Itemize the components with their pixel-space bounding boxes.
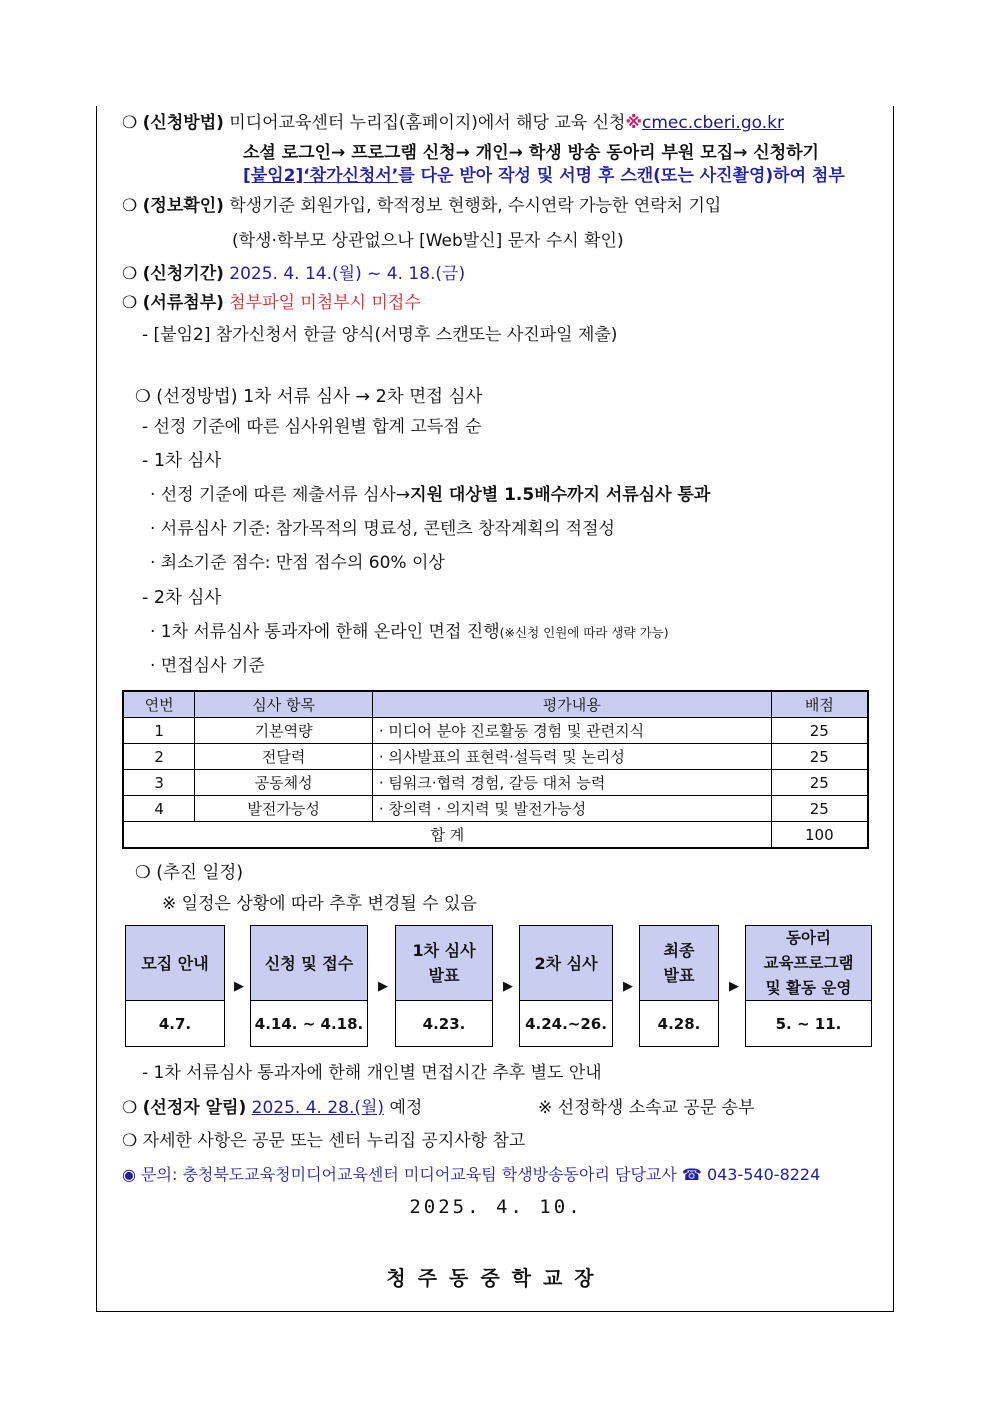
- info-sub: (학생·학부모 상관없으나 [Web발신] 문자 수시 확인): [232, 231, 624, 251]
- arrow-icon: ▶: [729, 979, 739, 994]
- docs-label: (서류첨부): [142, 293, 224, 313]
- step-title: 동아리 교육프로그램 및 활동 운영: [746, 926, 871, 1001]
- second-review-title: - 2차 심사: [142, 588, 222, 608]
- detail-line: ❍ 자세한 사항은 공문 또는 센터 누리집 공지사항 참고: [122, 1131, 526, 1151]
- cell-no: 2: [123, 744, 195, 770]
- table-header-row: [123, 691, 868, 718]
- schedule-note: ※ 일정은 상황에 따라 추후 변경될 수 있음: [162, 894, 477, 914]
- step-title: 모집 안내: [126, 926, 224, 1001]
- notice-suffix: 예정: [384, 1098, 423, 1118]
- schedule-step: [745, 925, 872, 1047]
- second-review-1-text: · 1차 서류심사 통과자에 한해 온라인 면접 진행: [150, 622, 500, 642]
- criteria-table: [122, 690, 869, 849]
- arrow-icon: ▶: [503, 979, 513, 994]
- docs-line: [122, 292, 421, 314]
- first-review-3: · 최소기준 점수: 만점 점수의 60% 이상: [150, 553, 445, 573]
- table-row: [123, 718, 868, 744]
- step-title: 신청 및 접수: [251, 926, 367, 1001]
- info-text: 학생기준 회원가입, 학적정보 현행화, 수시연락 가능한 연락처 기입: [223, 196, 722, 216]
- schedule-step: [250, 925, 368, 1047]
- cmec-link[interactable]: cmec.cberi.go.kr: [642, 113, 784, 133]
- radio-icon: ◉: [122, 1165, 136, 1184]
- schedule-step: [395, 925, 493, 1047]
- total-value: 100: [771, 822, 868, 849]
- apply-label: (신청방법): [142, 113, 224, 133]
- info-label: (정보확인): [142, 196, 224, 216]
- document-date: 2025. 4. 10.: [409, 1196, 583, 1218]
- notice-label: (선정자 알림): [142, 1098, 247, 1118]
- apply-attach-line: [243, 165, 845, 187]
- arrow-icon: ▶: [623, 979, 633, 994]
- contact-text: 문의: 충청북도교육청미디어교육센터 미디어교육팀 학생방송동아리 담당교사 ☎ 043-540-8224: [135, 1165, 821, 1184]
- th-content: 평가내용: [372, 691, 771, 718]
- period-label: (신청기간): [142, 264, 224, 284]
- first-review-1a: · 선정 기준에 따른 제출서류 심사→: [150, 485, 411, 505]
- first-review-1: [150, 484, 710, 506]
- selection-basis: - 선정 기준에 따른 심사위원별 합계 고득점 순: [142, 417, 482, 437]
- schedule-label: ❍ (추진 일정): [135, 863, 244, 883]
- first-review-2: · 서류심사 기준: 참가목적의 명료성, 콘텐츠 창작계획의 적절성: [150, 519, 615, 539]
- step-date: 4.7.: [158, 1015, 192, 1033]
- cell-item: 발전가능성: [195, 796, 373, 822]
- second-review-2: · 면접심사 기준: [150, 656, 265, 676]
- cell-score: 25: [771, 744, 868, 770]
- docs-sub: - [붙임2] 참가신청서 한글 양식(서명후 스캔또는 사진파일 제출): [142, 325, 618, 345]
- cell-no: 3: [123, 770, 195, 796]
- apply-text: 미디어교육센터 누리집(홈페이지)에서 해당 교육 신청: [223, 113, 626, 133]
- step-date: 4.24.~26.: [525, 1015, 607, 1033]
- bullet: ❍: [122, 113, 138, 133]
- step-date: 4.14. ~ 4.18.: [254, 1015, 364, 1033]
- apply-steps: 소셜 로그인→ 프로그램 신청→ 개인→ 학생 방송 동아리 부원 모집→ 신청하기: [243, 143, 819, 163]
- cell-item: 기본역량: [195, 718, 373, 744]
- total-label: 합 계: [123, 822, 771, 849]
- signer: 청주동중학교장: [386, 1266, 606, 1290]
- ref-mark: ※: [625, 113, 642, 133]
- cell-score: 25: [771, 770, 868, 796]
- step-date: 4.23.: [422, 1015, 466, 1033]
- bullet: ❍: [122, 1098, 138, 1118]
- cell-score: 25: [771, 796, 868, 822]
- cell-content: · 창의력 · 의지력 및 발전가능성: [372, 796, 771, 822]
- cell-item: 공동체성: [195, 770, 373, 796]
- cell-no: 1: [123, 718, 195, 744]
- schedule-after: - 1차 서류심사 통과자에 한해 개인별 면접시간 추후 별도 안내: [142, 1063, 602, 1083]
- notice-line: [122, 1097, 422, 1119]
- period-line: [122, 263, 465, 285]
- notice-date: 2025. 4. 28.(월): [251, 1098, 385, 1118]
- step-title: 최종 발표: [640, 926, 718, 1001]
- attach-text: 를 다운 받아 작성 및 서명 후 스캔(또는 사진촬영)하여 첨부: [398, 166, 845, 186]
- schedule-step: [639, 925, 719, 1047]
- attach-name: [붙임2]‘참가신청서’: [243, 166, 399, 186]
- step-date: 5. ~ 11.: [775, 1015, 842, 1033]
- info-line: [122, 195, 721, 217]
- notice-memo: ※ 선정학생 소속교 공문 송부: [538, 1098, 755, 1118]
- selection-label: ❍ (선정방법) 1차 서류 심사 → 2차 면접 심사: [135, 387, 483, 407]
- table-row: [123, 744, 868, 770]
- bullet: ❍: [122, 264, 138, 284]
- bullet: ❍: [122, 293, 138, 313]
- table-row: [123, 796, 868, 822]
- table-total-row: [123, 822, 868, 849]
- docs-warning: 첨부파일 미첨부시 미접수: [229, 293, 421, 313]
- cell-no: 4: [123, 796, 195, 822]
- schedule-step: [519, 925, 613, 1047]
- second-review-1: [150, 621, 669, 644]
- first-review-title: - 1차 심사: [142, 451, 222, 471]
- arrow-icon: ▶: [378, 979, 388, 994]
- arrow-icon: ▶: [234, 979, 244, 994]
- step-title: 2차 심사: [520, 926, 612, 1001]
- cell-content: · 의사발표의 표현력·설득력 및 논리성: [372, 744, 771, 770]
- th-no: 연번: [123, 691, 195, 718]
- bullet: ❍: [122, 196, 138, 216]
- cell-content: · 팀워크·협력 경험, 갈등 대처 능력: [372, 770, 771, 796]
- cell-item: 전달력: [195, 744, 373, 770]
- apply-line: [122, 112, 784, 134]
- step-date: 4.28.: [657, 1015, 701, 1033]
- cell-score: 25: [771, 718, 868, 744]
- th-score: 배점: [771, 691, 868, 718]
- contact-line: [122, 1164, 820, 1186]
- schedule-step: [125, 925, 225, 1047]
- second-review-1-note: (※신청 인원에 따라 생략 가능): [499, 625, 669, 640]
- period-text: 2025. 4. 14.(월) ~ 4. 18.(금): [223, 264, 466, 284]
- cell-content: · 미디어 분야 진로활동 경험 및 관련지식: [372, 718, 771, 744]
- first-review-1b: 지원 대상별 1.5배수까지 서류심사 통과: [410, 485, 711, 505]
- table-row: [123, 770, 868, 796]
- step-title: 1차 심사 발표: [396, 926, 492, 1001]
- th-item: 심사 항목: [195, 691, 373, 718]
